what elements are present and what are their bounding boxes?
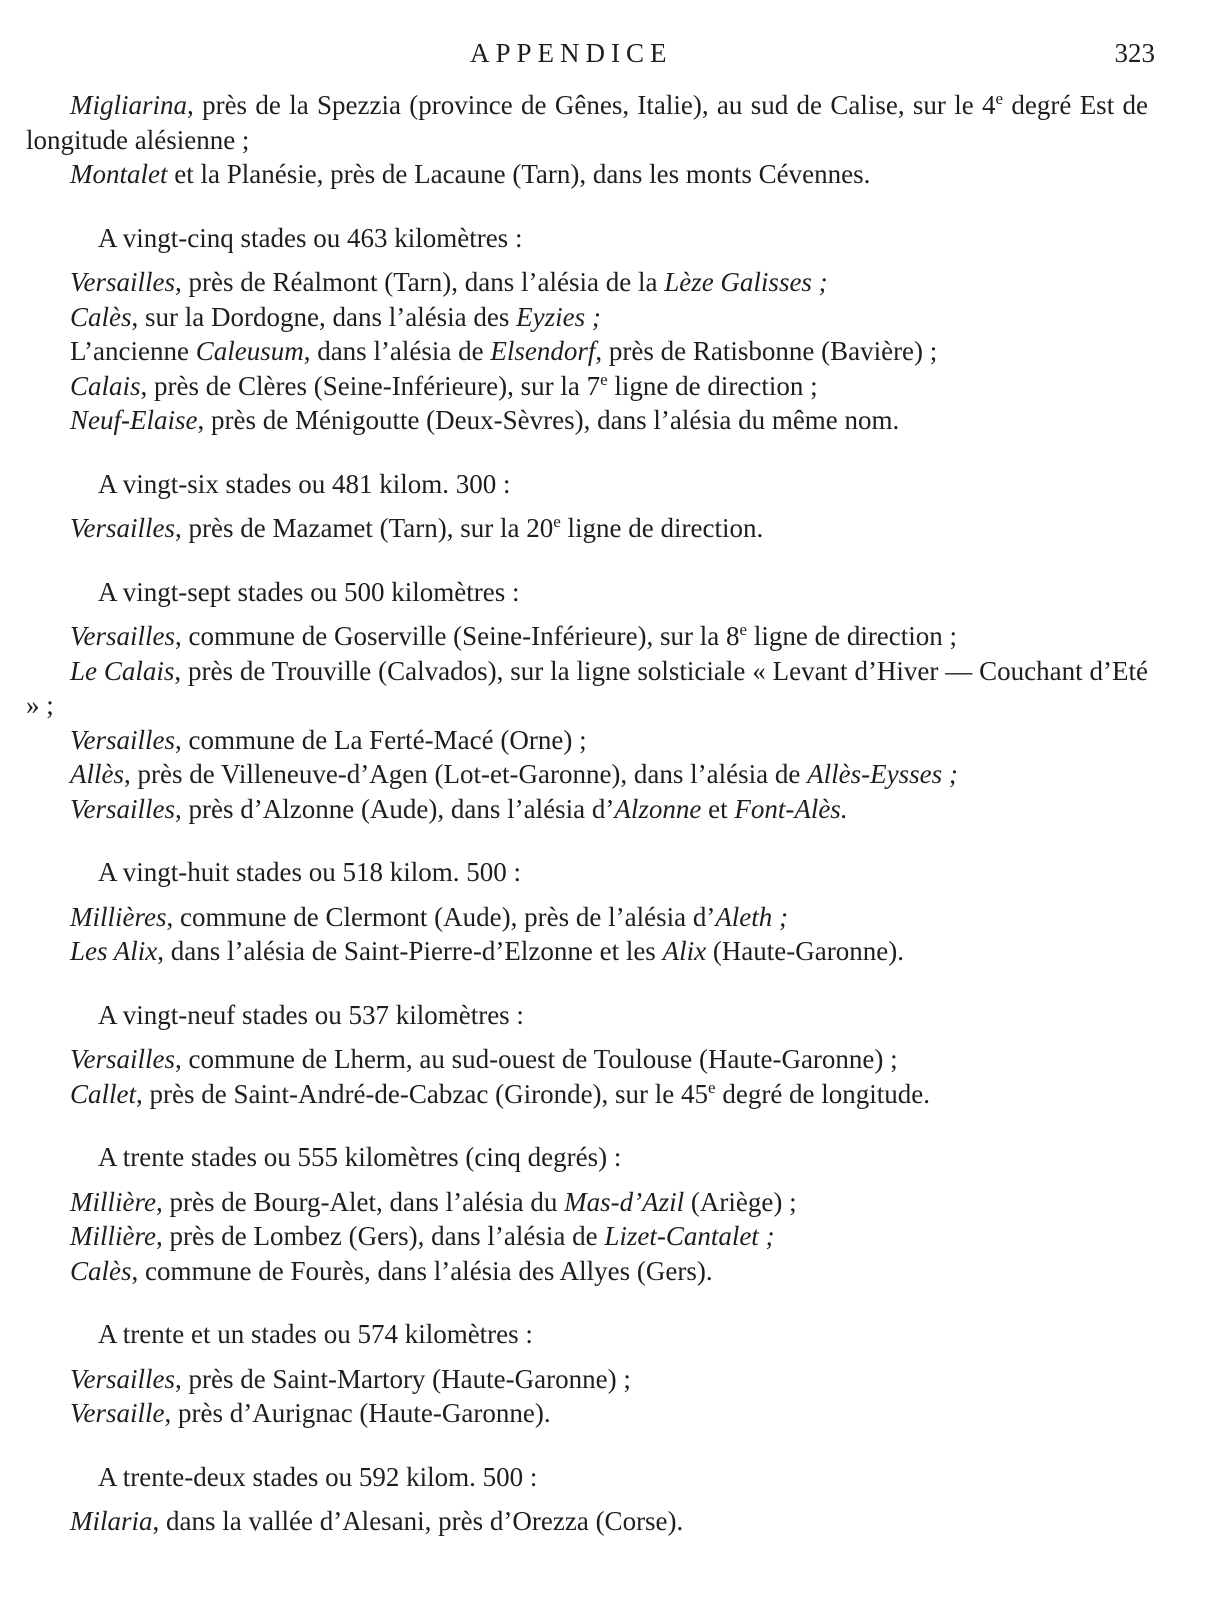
place-entry bbox=[26, 511, 1148, 546]
place-name: Allès-Eysses ; bbox=[807, 759, 958, 789]
place-entry bbox=[26, 792, 1148, 827]
place-name: Les Alix bbox=[70, 936, 158, 966]
place-entry bbox=[26, 900, 1148, 935]
entry-text: degré de longitude. bbox=[715, 1078, 931, 1109]
entry-text: , dans l’alésia de bbox=[303, 336, 491, 366]
place-name: Calais bbox=[70, 370, 141, 401]
place-name: Millières bbox=[70, 901, 167, 932]
place-entry bbox=[26, 1504, 1148, 1539]
entry-text: , commune de Goserville (Seine-Inférieure), sur la 8 bbox=[175, 621, 740, 651]
place-name: Alzonne bbox=[614, 793, 702, 824]
place-entry bbox=[26, 88, 1148, 157]
section-heading: A vingt-huit stades ou 518 kilom. 500 : bbox=[98, 857, 521, 887]
entry-text: L’ancienne bbox=[70, 336, 196, 366]
place-name: Calès bbox=[70, 301, 132, 332]
ordinal-superscript: e bbox=[600, 369, 608, 389]
place-name: Versailles bbox=[70, 793, 175, 824]
section bbox=[26, 221, 1148, 438]
ordinal-superscript: e bbox=[995, 89, 1004, 108]
section bbox=[26, 1460, 1148, 1539]
place-name: Montalet bbox=[70, 159, 168, 189]
place-entry bbox=[26, 300, 1148, 335]
section-heading: A trente et un stades ou 574 kilomètres : bbox=[98, 1319, 533, 1349]
section bbox=[26, 998, 1148, 1112]
place-name: Versailles bbox=[70, 513, 175, 543]
ordinal-superscript: e bbox=[739, 620, 748, 639]
place-entry bbox=[26, 619, 1148, 654]
entry-text: , commune de Fourès, dans l’alésia des Allyes (Gers). bbox=[131, 1255, 713, 1286]
place-entry bbox=[26, 723, 1148, 758]
place-entry bbox=[26, 1185, 1148, 1220]
place-entry bbox=[26, 334, 1148, 369]
place-entry bbox=[26, 265, 1148, 300]
entry-text: ligne de direction. bbox=[560, 513, 764, 543]
entry-text: , dans l’alésia de Saint-Pierre-d’Elzonne et les bbox=[157, 936, 663, 966]
section-heading: A vingt-neuf stades ou 537 kilomètres : bbox=[98, 999, 524, 1030]
place-entry bbox=[26, 1042, 1148, 1077]
entry-text: , sur la Dordogne, dans l’alésia des bbox=[131, 301, 517, 332]
section-heading: A vingt-cinq stades ou 463 kilomètres : bbox=[98, 222, 523, 253]
place-entry bbox=[26, 1254, 1148, 1289]
place-entry bbox=[26, 757, 1148, 792]
place-entry bbox=[26, 1362, 1148, 1397]
place-name: Millière bbox=[70, 1221, 156, 1251]
place-entry bbox=[26, 654, 1148, 723]
place-name: Callet bbox=[70, 1078, 136, 1109]
section bbox=[26, 855, 1148, 969]
section-heading: A trente stades ou 555 kilomètres (cinq degrés) : bbox=[98, 1142, 622, 1172]
entry-text: (Ariège) ; bbox=[684, 1186, 797, 1217]
place-entry bbox=[26, 934, 1148, 969]
place-entry bbox=[26, 1396, 1148, 1431]
place-entry bbox=[26, 369, 1148, 404]
place-name: Alix bbox=[662, 936, 707, 966]
place-name: Versailles bbox=[70, 724, 175, 755]
section bbox=[26, 467, 1148, 546]
place-name: Milaria bbox=[70, 1506, 153, 1536]
entry-text: , près de Ratisbonne (Bavière) ; bbox=[595, 336, 938, 366]
entry-text: degré Est de longitude alésienne ; bbox=[26, 90, 1148, 155]
entry-text: , commune de Lherm, au sud-ouest de Toulouse (Haute-Garonne) ; bbox=[175, 1044, 898, 1074]
entry-text: , près de Lombez (Gers), dans l’alésia de bbox=[155, 1221, 605, 1251]
entry-text: , près de Ménigoutte (Deux-Sèvres), dans l’alésia du même nom. bbox=[197, 405, 900, 435]
place-name: Eyzies ; bbox=[516, 301, 601, 332]
ordinal-superscript: e bbox=[708, 1077, 716, 1097]
section bbox=[26, 88, 1148, 192]
section bbox=[26, 1140, 1148, 1288]
entry-text: , près de Saint-Martory (Haute-Garonne) ; bbox=[175, 1363, 631, 1394]
entry-text: ligne de direction ; bbox=[747, 621, 958, 651]
place-name: Caleusum bbox=[195, 336, 304, 366]
place-name: Allès bbox=[70, 759, 124, 789]
place-name: Lèze Galisses ; bbox=[664, 267, 828, 297]
entry-text: , près de la Spezzia (province de Gênes, Italie), au sud de Calise, sur le 4 bbox=[187, 90, 996, 120]
entry-text: , près de Bourg-Alet, dans l’alésia du bbox=[155, 1186, 565, 1217]
section bbox=[26, 575, 1148, 827]
place-name: Lizet-Cantalet ; bbox=[604, 1221, 775, 1251]
place-entry bbox=[26, 1077, 1148, 1112]
entry-text: , près de Villeneuve-d’Agen (Lot-et-Garonne), dans l’alésia de bbox=[124, 759, 808, 789]
body-text bbox=[26, 88, 1148, 1539]
section-heading: A vingt-sept stades ou 500 kilomètres : bbox=[98, 576, 520, 607]
entry-text: , près de Saint-André-de-Cabzac (Gironde), sur le 45 bbox=[136, 1078, 709, 1109]
place-name: Mas-d’Azil bbox=[564, 1186, 685, 1217]
place-name: Elsendorf bbox=[490, 336, 596, 366]
entry-text: , près d’Alzonne (Aude), dans l’alésia d’ bbox=[175, 793, 615, 824]
place-name: Neuf-Elaise bbox=[70, 405, 198, 435]
entry-text: et bbox=[701, 793, 735, 824]
section-heading: A vingt-six stades ou 481 kilom. 300 : bbox=[98, 468, 511, 499]
place-name: Versailles bbox=[70, 1044, 175, 1074]
place-name: Versailles bbox=[70, 267, 175, 297]
place-name: Versaille bbox=[70, 1398, 165, 1428]
running-header bbox=[0, 38, 1207, 78]
place-entry bbox=[26, 1219, 1148, 1254]
place-name: Migliarina bbox=[70, 90, 188, 120]
entry-text: et la Planésie, près de Lacaune (Tarn), dans les monts Cévennes. bbox=[167, 159, 871, 189]
place-name: Versailles bbox=[70, 621, 175, 651]
entry-text: (Haute-Garonne). bbox=[706, 936, 904, 966]
section-heading: A trente-deux stades ou 592 kilom. 500 : bbox=[98, 1461, 538, 1492]
place-entry bbox=[26, 157, 1148, 192]
entry-text: ligne de direction ; bbox=[607, 370, 818, 401]
entry-text: , dans la vallée d’Alesani, près d’Orezza (Corse). bbox=[152, 1506, 684, 1536]
entry-text: , commune de Clermont (Aude), près de l’alésia d’ bbox=[166, 901, 716, 932]
place-name: Millière bbox=[70, 1186, 156, 1217]
place-entry bbox=[26, 403, 1148, 438]
running-title: APPENDICE bbox=[470, 38, 673, 68]
entry-text: , près de Réalmont (Tarn), dans l’alésia de la bbox=[175, 267, 665, 297]
ordinal-superscript: e bbox=[553, 512, 561, 531]
place-name: Le Calais bbox=[70, 655, 175, 686]
section bbox=[26, 1317, 1148, 1431]
entry-text: , près de Clères (Seine-Inférieure), sur la 7 bbox=[140, 370, 601, 401]
page-number: 323 bbox=[1114, 38, 1155, 68]
place-name: Aleth ; bbox=[715, 901, 789, 932]
entry-text: , près d’Aurignac (Haute-Garonne). bbox=[164, 1398, 551, 1428]
place-name: Font-Alès. bbox=[734, 793, 848, 824]
entry-text: , près de Trouville (Calvados), sur la ligne solsticiale « Levant d’Hiver — Couchant d’Eté » ; bbox=[26, 655, 1148, 720]
place-name: Versailles bbox=[70, 1363, 175, 1394]
entry-text: , commune de La Ferté-Macé (Orne) ; bbox=[175, 724, 587, 755]
entry-text: , près de Mazamet (Tarn), sur la 20 bbox=[175, 513, 554, 543]
place-name: Calès bbox=[70, 1255, 132, 1286]
